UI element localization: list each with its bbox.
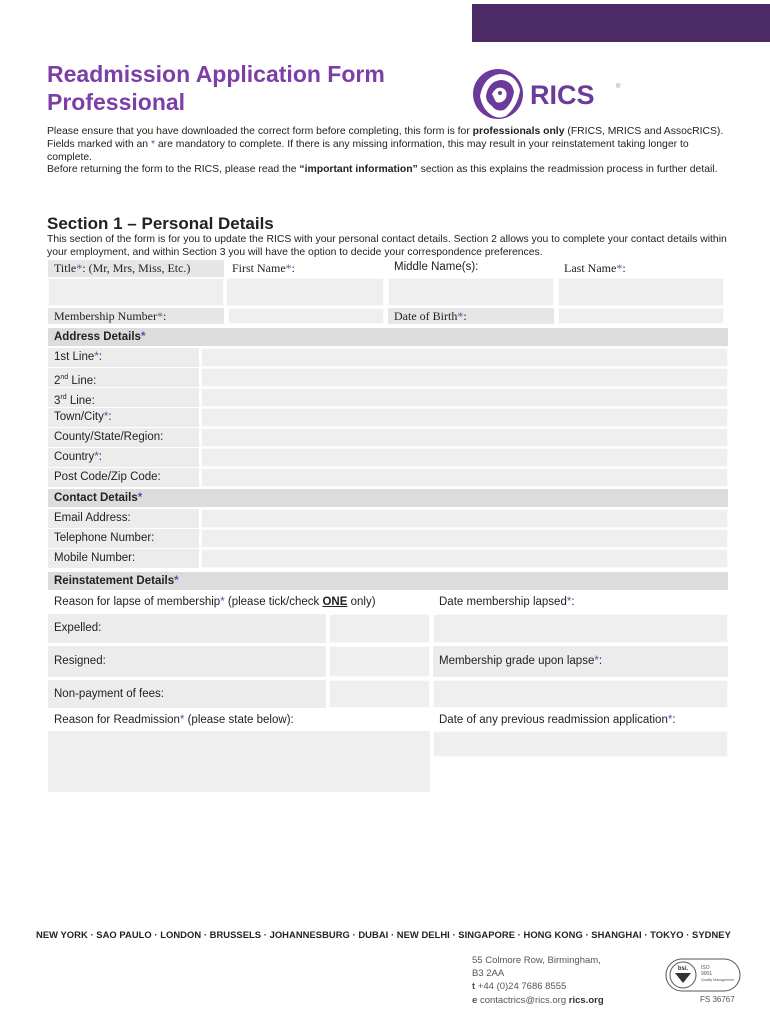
grade-upon-lapse-label: Membership grade upon lapse*: [433,646,728,677]
postcode-input[interactable] [201,468,728,487]
bsi-iso-badge [665,958,741,992]
address-line1-input[interactable] [201,348,728,367]
county-label: County/State/Region: [48,428,199,447]
lion-icon [473,69,523,119]
date-lapsed-label: Date membership lapsed*: [439,596,575,608]
fs-number: FS 36767 [700,995,735,1004]
title-line-1: Readmission Application Form [47,61,385,87]
office-cities: NEW YORK · SAO PAULO · LONDON · BRUSSELS · JOHANNESBURG · DUBAI · NEW DELHI · SINGAPORE · HONG KONG · SHANGHAI · TOKYO · SYDNEY [36,929,731,940]
svg-text:bsi.: bsi. [677,966,689,972]
rics-logo [470,66,625,122]
dob-input[interactable] [558,308,724,324]
logo-text: RICS [530,80,595,110]
last-name-input[interactable] [558,278,724,306]
svg-text:®: ® [616,84,621,90]
section-1-title: Section 1 – Personal Details [47,214,274,233]
lapse-reason-label: Reason for lapse of membership* (please tick/check ONE only) [54,596,376,608]
telephone-label: Telephone Number: [48,529,199,548]
website-link[interactable]: rics.org [568,994,604,1006]
mobile-label: Mobile Number: [48,549,199,568]
address-line3-input[interactable] [201,388,728,407]
middle-name-label: Middle Name(s): [394,261,479,273]
address-line2-label: 2nd Line: [48,368,199,387]
date-lapsed-input[interactable] [433,614,728,643]
address-line1-label: 1st Line*: [48,348,199,367]
title-label: Title*: (Mr, Mrs, Miss, Etc.) [48,260,224,277]
country-input[interactable] [201,448,728,467]
nonpayment-checkbox[interactable] [329,680,430,708]
resigned-checkbox[interactable] [329,646,430,677]
expelled-checkbox[interactable] [329,614,430,643]
readmission-reason-label: Reason for Readmission* (please state below): [54,714,294,726]
expelled-label: Expelled: [48,614,326,643]
contact-details-header: Contact Details* [48,489,728,507]
first-name-label: First Name*: [232,261,296,275]
previous-application-label: Date of any previous readmission application*: [439,714,676,726]
title-input[interactable] [48,278,224,306]
membership-number-input[interactable] [228,308,384,324]
intro-text: Please ensure that you have downloaded the correct form before completing, this form is for professionals only (FRICS, MRICS and AssocRICS). Fields marked with an * are mandatory to complete. If there is any missing information, this may result in your reinstatement taking longer to complete. Before returning the form to the RICS, please read the “important information” section as this explains the readmission process in further detail. [47,126,724,176]
nonpayment-label: Non-payment of fees: [48,680,326,708]
mobile-input[interactable] [201,549,728,568]
section-1-description: This section of the form is for you to update the RICS with your personal contact details. Section 2 allows you to complete your contact details within your employment, and within Section 3 you will have the option to decide your correspondence preferences. [47,234,727,258]
telephone-input[interactable] [201,529,728,548]
country-label: Country*: [48,448,199,467]
email-label: Email Address: [48,509,199,528]
dob-label: Date of Birth*: [388,308,554,324]
town-input[interactable] [201,408,728,427]
svg-text:9001: 9001 [701,971,713,977]
town-label: Town/City*: [48,408,199,427]
grade-upon-lapse-input[interactable] [433,680,728,708]
postcode-label: Post Code/Zip Code: [48,468,199,487]
middle-name-input[interactable] [388,278,554,306]
address-line2-input[interactable] [201,368,728,387]
svg-text:ISO: ISO [701,965,710,971]
header-bar [472,4,770,42]
previous-application-input[interactable] [433,731,728,757]
first-name-input[interactable] [226,278,384,306]
last-name-label: Last Name*: [564,261,626,275]
resigned-label: Resigned: [48,646,326,677]
svg-text:Quality Management: Quality Management [701,978,735,982]
page-title [47,60,457,116]
title-line-2: Professional [47,89,186,115]
address-details-header: Address Details* [48,328,728,346]
county-input[interactable] [201,428,728,447]
contact-address: 55 Colmore Row, Birmingham, B3 2AA t +44 (0)24 7686 8555 e contactrics@rics.org rics.org [472,955,604,1006]
email-input[interactable] [201,509,728,528]
reinstatement-details-header: Reinstatement Details* [48,572,728,590]
address-line3-label: 3rd Line: [48,388,199,407]
membership-number-label: Membership Number*: [48,308,224,324]
readmission-reason-textarea[interactable] [48,731,430,792]
